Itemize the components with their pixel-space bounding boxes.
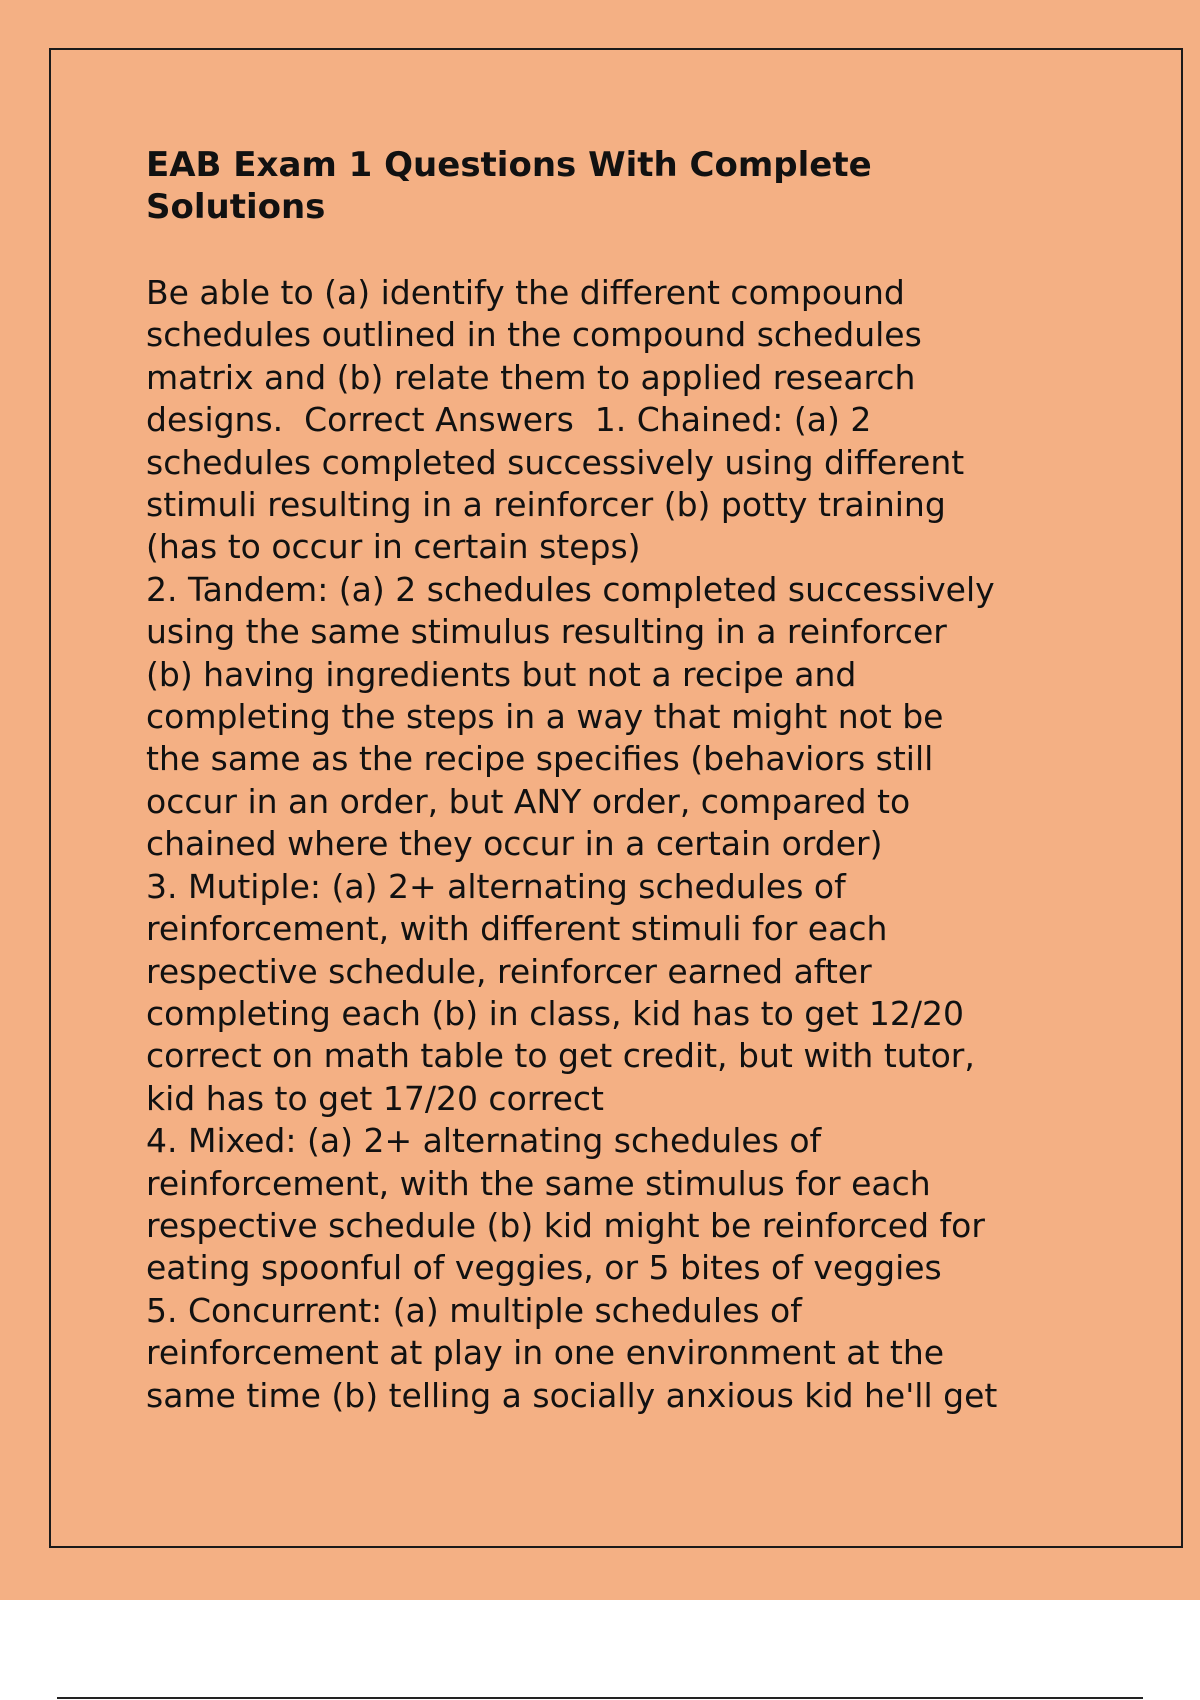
body-text-line: schedules completed successively using different [146, 442, 965, 482]
body-text-line: completing each (b) in class, kid has to get 12/20 [146, 993, 965, 1033]
body-text-line: 3. Mutiple: (a) 2+ alternating schedules of [146, 866, 846, 906]
body-text-line: respective schedule, reinforcer earned after [146, 951, 872, 991]
body-text-line: (b) having ingredients but not a recipe and [146, 654, 857, 694]
document-title [146, 144, 1106, 228]
body-text-line: completing the steps in a way that might not be [146, 697, 944, 737]
body-text-line: schedules outlined in the compound schedules [146, 315, 922, 355]
body-text-line: eating spoonful of veggies, or 5 bites of veggies [146, 1248, 942, 1288]
body-text-line: reinforcement, with different stimuli for each [146, 909, 888, 949]
document-body [146, 272, 1106, 1417]
body-text-line: Be able to (a) identify the different compound [146, 273, 905, 312]
body-text-line: 2. Tandem: (a) 2 schedules completed successively [146, 569, 995, 609]
body-text-line: reinforcement at play in one environment at the [146, 1333, 945, 1373]
body-text-line: reinforcement, with the same stimulus for each [146, 1163, 931, 1203]
body-text-line: same time (b) telling a socially anxious kid he'll get [146, 1375, 998, 1415]
body-text-line: chained where they occur in a certain order) [146, 824, 883, 864]
title-line: Solutions [146, 187, 326, 227]
body-text-line: 5. Concurrent: (a) multiple schedules of [146, 1290, 802, 1330]
body-text-line: occur in an order, but ANY order, compared to [146, 781, 911, 821]
body-text-line: stimuli resulting in a reinforcer (b) potty training [146, 485, 946, 525]
body-text-line: 4. Mixed: (a) 2+ alternating schedules of [146, 1121, 822, 1161]
bottom-divider [57, 1697, 1143, 1699]
body-text-line: matrix and (b) relate them to applied research [146, 357, 916, 397]
body-text-line: kid has to get 17/20 correct [146, 1078, 604, 1118]
body-text-line: respective schedule (b) kid might be reinforced for [146, 1205, 985, 1245]
body-text-line: designs. Correct Answers 1. Chained: (a) 2 [146, 400, 872, 440]
title-line: EAB Exam 1 Questions With Complete [146, 145, 872, 185]
body-text-line: (has to occur in certain steps) [146, 527, 641, 567]
body-text-line: correct on math table to get credit, but with tutor, [146, 1036, 975, 1076]
body-text-line: using the same stimulus resulting in a reinforcer [146, 612, 947, 652]
body-text-line: the same as the recipe specifies (behaviors still [146, 739, 934, 779]
